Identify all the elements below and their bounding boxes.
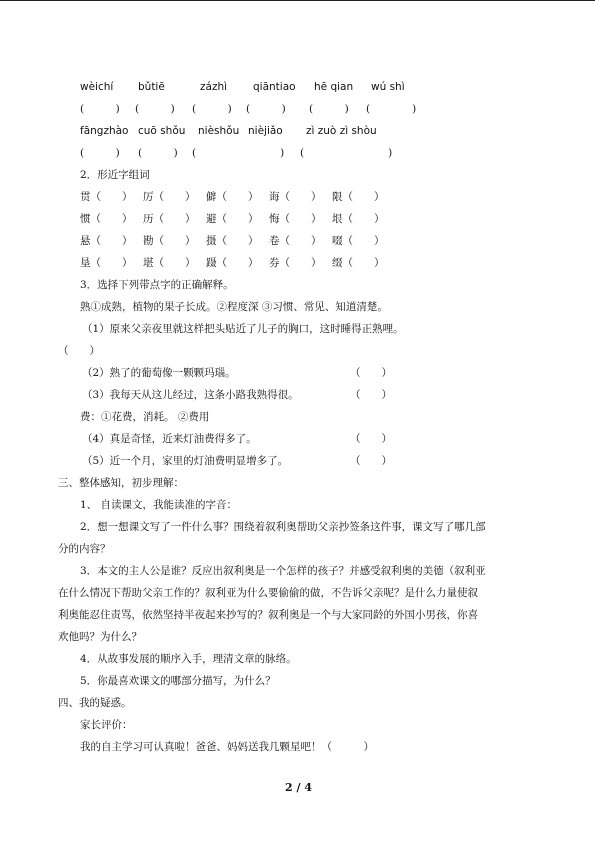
section-3-title: 3．选择下列带点字的正确解释。 — [80, 279, 234, 291]
answer-blank[interactable]: ( ) — [300, 147, 393, 159]
char-group: 厉（ ） — [143, 191, 196, 203]
answer-blank[interactable]: （ ） — [350, 389, 392, 401]
answer-blank[interactable]: ( ) — [138, 147, 178, 159]
pinyin-9: nièshǒu — [198, 125, 240, 137]
top-rule — [0, 0, 595, 1]
answer-blank[interactable]: ( ) — [366, 103, 417, 115]
pinyin-4: qiāntiao — [253, 81, 296, 93]
char-group: 勘（ ） — [143, 235, 196, 247]
char-group: 诲（ ） — [269, 191, 322, 203]
char-group: 惯（ ） — [80, 213, 133, 225]
task-3-line-3: 利奥能忍住责骂，依然坚持半夜起来抄写的？叙利奥是一个与大家同龄的外国小男孩，你喜 — [58, 609, 478, 621]
char-group: 缀（ ） — [332, 257, 385, 269]
section-2-title: 2．形近字组词 — [80, 169, 150, 181]
char-group: 啜（ ） — [332, 235, 385, 247]
pinyin-11: zì zuò zì shòu — [306, 125, 377, 137]
char-group: 券（ ） — [269, 257, 322, 269]
page-number: 2 / 4 — [285, 781, 312, 794]
pinyin-7: fāngzhào — [80, 125, 129, 137]
task-2-line-1: 2．想一想课文写了一件什么事？围绕着叙利奥帮助父亲抄签条这件事，课文写了哪几部 — [80, 521, 486, 533]
answer-blank[interactable]: ( ) — [192, 103, 232, 115]
answer-blank[interactable]: ( ) — [80, 147, 120, 159]
task-2-line-2: 分的内容？ — [58, 543, 111, 555]
fei-definition: 费：①花费，消耗。 ②费用 — [80, 411, 210, 423]
closing-line: 我的自主学习可认真啦！爸爸、妈妈送我几颗星吧！（ ） — [80, 741, 374, 753]
answer-blank[interactable]: ( ) — [135, 103, 175, 115]
char-group: 历（ ） — [143, 213, 196, 225]
shu-definition: 熟①成熟，植物的果子长成。②程度深 ③习惯、常见、知道清楚。 — [80, 301, 388, 313]
question-3: （3）我每天从这儿经过，这条小路我熟得很。 — [82, 389, 299, 401]
char-group: 悬（ ） — [80, 235, 133, 247]
part-4-title: 四、我的疑惑。 — [58, 697, 132, 709]
char-group: 卷（ ） — [269, 235, 322, 247]
answer-blank[interactable]: （ ） — [350, 367, 392, 379]
pinyin-2: bǔtiē — [138, 81, 165, 93]
question-1: （1）原来父亲夜里就这样把头贴近了儿子的胸口，这时睡得正熟哩。 — [82, 323, 404, 335]
pinyin-10: nièjiǎo — [248, 125, 283, 137]
char-group: 僻（ ） — [206, 191, 259, 203]
parent-evaluation-label: 家长评价： — [80, 719, 133, 731]
question-4: （4）真是奇怪，近来灯油费得多了。 — [82, 433, 257, 445]
char-group: 堪（ ） — [143, 257, 196, 269]
answer-blank[interactable]: ( ) — [192, 147, 285, 159]
answer-blank[interactable]: （ ） — [58, 345, 100, 357]
pinyin-6: wú shì — [371, 81, 405, 93]
char-group: 贯（ ） — [80, 191, 133, 203]
char-group: 悔（ ） — [269, 213, 322, 225]
task-4: 4．从故事发展的顺序入手，理清文章的脉络。 — [80, 653, 297, 665]
pinyin-8: cuō shǒu — [138, 125, 186, 137]
answer-blank[interactable]: （ ） — [350, 433, 392, 445]
answer-blank[interactable]: ( ) — [246, 103, 286, 115]
task-3-line-2: 在什么情况下帮助父亲工作的？叙利亚为什么要偷偷的做，不告诉父亲呢？是什么力量使叙 — [58, 587, 478, 599]
answer-blank[interactable]: ( ) — [309, 103, 349, 115]
task-3-line-1: 3．本文的主人公是谁？反应出叙利奥是一个怎样的孩子？并感受叙利奥的美德（叙利亚 — [80, 565, 486, 577]
task-1: 1、 自读课文，我能读准的字音： — [80, 499, 238, 511]
char-group: 避（ ） — [206, 213, 259, 225]
answer-blank[interactable]: ( ) — [80, 103, 120, 115]
char-group: 限（ ） — [332, 191, 385, 203]
char-group: 摄（ ） — [206, 235, 259, 247]
question-2: （2）熟了的葡萄像一颗颗玛瑙。 — [82, 367, 236, 379]
pinyin-3: zázhì — [200, 81, 228, 93]
part-3-title: 三、整体感知，初步理解： — [58, 477, 184, 489]
answer-blank[interactable]: （ ） — [350, 455, 392, 467]
pinyin-5: hē qian — [314, 81, 354, 93]
char-group: 垠（ ） — [332, 213, 385, 225]
question-5: （5）近一个月，家里的灯油费明显增多了。 — [82, 455, 289, 467]
task-5: 5．你最喜欢课文的哪部分描写，为什么？ — [80, 675, 276, 687]
task-3-line-4: 欢他吗？为什么？ — [58, 631, 142, 643]
pinyin-1: wèichí — [80, 81, 114, 93]
char-group: 蹑（ ） — [206, 257, 259, 269]
char-group: 垦（ ） — [80, 257, 133, 269]
